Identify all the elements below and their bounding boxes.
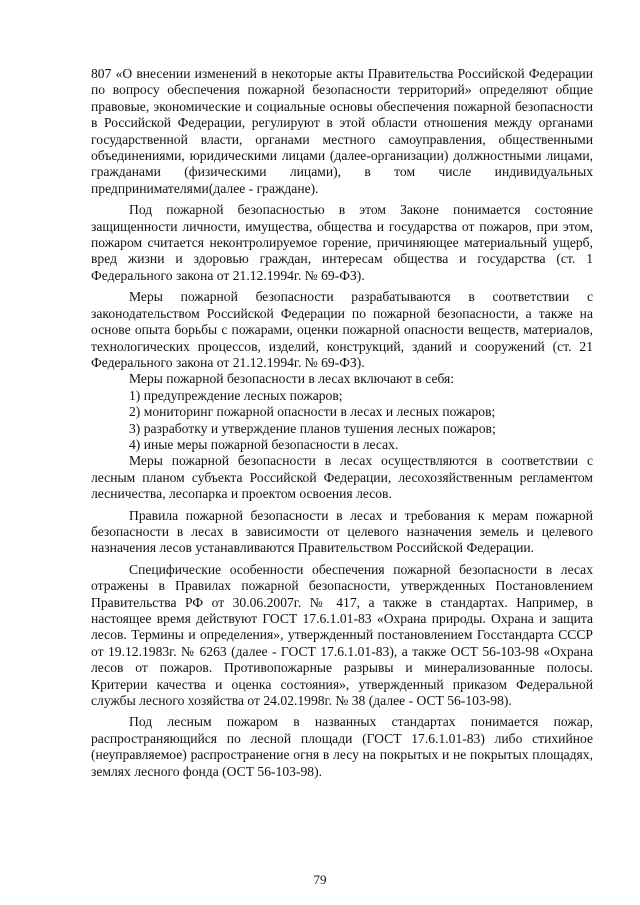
page-number: 79 xyxy=(313,872,327,887)
paragraph-forest-rules: Правила пожарной безопасности в лесах и требования к мерам пожарной безопасности в лесах в зависимости от целевого назначения земель и целевого назначения лесов устанавливаются Правительством Российской Федерации. xyxy=(91,507,593,556)
paragraph-forest-fire-definition: Под лесным пожаром в названных стандартах понимается пожар, распространяющийся по лесной площади (ГОСТ 17.6.1.01-83) либо стихийное (неуправляемое) распространение огня в лесу на покрытых и не покрытых площадях, землях лесного фонда (ОСТ 56-103-98). xyxy=(91,714,593,779)
list-item: 3) разработку и утверждение планов тушения лесных пожаров; xyxy=(129,420,496,436)
paragraph-standards: Специфические особенности обеспечения пожарной безопасности в лесах отражены в Правилах пожарной безопасности, утвержденных Постановлением Правительства РФ от 30.06.2007г. № 417, а также в стандартах. Например, в настоящее время действуют ГОСТ 17.6.1.01-83 «Охрана природы. Охрана и защита лесов. Термины и определения», утвержденный постановлением Госстандарта СССР от 19.12.1983г. № 6263 (далее - ГОСТ 17.6.1.01-83), а также ОСТ 56-103-98 «Охрана лесов от пожаров. Противопожарные разрывы и минерализованные полосы. Критерии качества и оценка состояния», утвержденный приказом Федеральной службы лесного хозяйства от 24.02.1998г. № 38 (далее - ОСТ 56-103-98). xyxy=(91,561,593,709)
paragraph-forest-measures-heading: Меры пожарной безопасности в лесах включают в себя: xyxy=(129,371,455,387)
paragraph-fire-safety-measures: Меры пожарной безопасности разрабатываются в соответствии с законодательством Российской Федерации по пожарной безопасности, а также на основе опыта борьбы с пожарами, оценки пожарной опасности веществ, материалов, технологических процессов, изделий, конструкций, зданий и сооружений (ст. 21 Федерального закона от 21.12.1994г. № 69-ФЗ). xyxy=(91,289,593,370)
document-body xyxy=(91,66,593,780)
list-item: 1) предупреждение лесных пожаров; xyxy=(129,387,343,403)
forest-measures-list xyxy=(91,388,593,454)
paragraph-intro: 807 «О внесении изменений в некоторые акты Правительства Российской Федерации по вопросу обеспечения пожарной безопасности территорий» определяют общие правовые, экономические и социальные основы обеспечения пожарной безопасности в Российской Федерации, регулируют в этой области отношения между органами государственной власти, органами местного самоуправления, общественными объединениями, юридическими лицами (далее-организации) должностными лицами, гражданами (физическими лицами), в том числе индивидуальных предпринимателями(далее - граждане). xyxy=(91,66,593,196)
paragraph-fire-safety-definition: Под пожарной безопасностью в этом Законе понимается состояние защищенности личности, имущества, общества и государства от пожаров, при этом, пожаром считается неконтролируемое горение, причиняющее материальный ущерб, вред жизни и здоровью граждан, интересам общества и государства (ст. 1 Федерального закона от 21.12.1994г. № 69-ФЗ). xyxy=(91,202,593,283)
list-item: 4) иные меры пожарной безопасности в лесах. xyxy=(129,436,399,452)
paragraph-forest-plan: Меры пожарной безопасности в лесах осуществляются в соответствии с лесным планом субъекта Российской Федерации, лесохозяйственным регламентом лесничества, лесопарка и проектом освоения лесов. xyxy=(91,453,593,502)
list-item: 2) мониторинг пожарной опасности в лесах и лесных пожаров; xyxy=(129,404,496,420)
